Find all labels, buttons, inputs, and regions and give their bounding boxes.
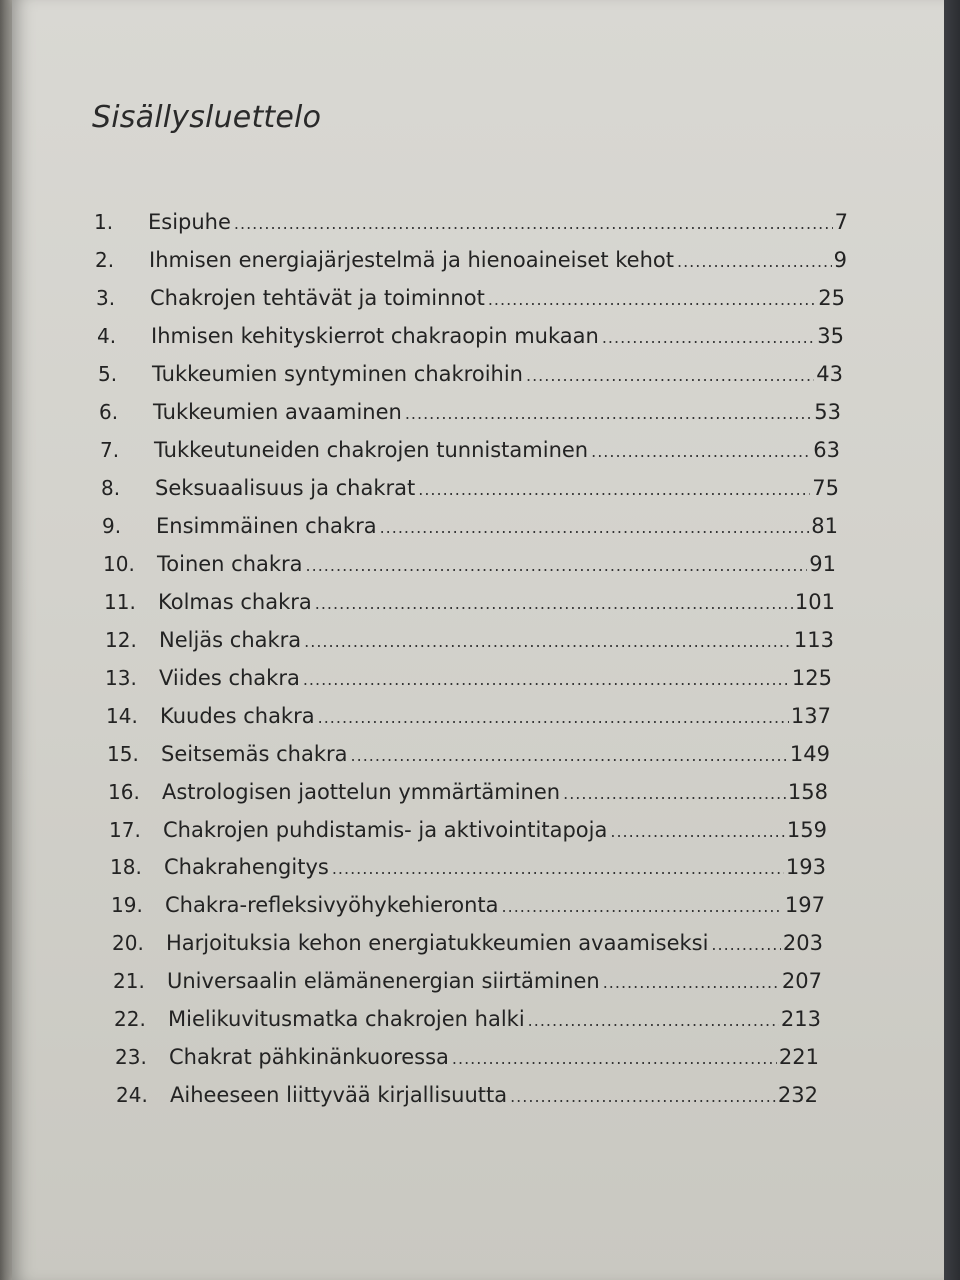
toc-entry — [105, 628, 834, 652]
toc-entry — [96, 286, 845, 310]
toc-entry-page-number: 203 — [782, 931, 823, 955]
toc-entry-number: 23. — [115, 1045, 147, 1069]
toc-entry-title: Toinen chakra — [157, 552, 303, 576]
toc-entry-number: 8. — [101, 476, 121, 500]
toc-entry-number: 16. — [108, 780, 140, 804]
toc-entry-number: 6. — [99, 400, 119, 424]
page-title: Sisällysluettelo — [92, 100, 322, 135]
toc-entry-page-number: 7 — [834, 210, 848, 234]
toc-entry-number: 17. — [109, 818, 141, 842]
dot-leader — [351, 746, 788, 765]
toc-entry — [103, 552, 836, 576]
toc-entry-title: Harjoituksia kehon energiatukkeumien avaamiseksi — [166, 931, 709, 955]
toc-entry — [108, 780, 828, 804]
toc-entry — [110, 855, 826, 879]
toc-entry — [97, 324, 844, 348]
toc-entry-page-number: 75 — [812, 476, 839, 500]
toc-entry-page-number: 113 — [793, 628, 834, 652]
dot-leader — [510, 1087, 776, 1106]
dot-leader — [304, 632, 792, 651]
dot-leader — [234, 214, 833, 233]
toc-entry-title: Esipuhe — [148, 210, 231, 234]
toc-entry-title: Mielikuvitusmatka chakrojen halki — [168, 1007, 525, 1031]
toc-entry-number: 12. — [105, 628, 137, 652]
toc-entry-title: Chakrahengitys — [164, 855, 329, 879]
toc-entry-title: Chakrat pähkinänkuoressa — [169, 1045, 449, 1069]
dot-leader — [380, 518, 810, 537]
toc-entry-page-number: 81 — [811, 514, 838, 538]
toc-entry-title: Tukkeumien syntyminen chakroihin — [152, 362, 523, 386]
toc-entry-number: 18. — [110, 855, 142, 879]
dot-leader — [318, 708, 789, 727]
toc-entry-page-number: 25 — [818, 286, 845, 310]
toc-entry-number: 14. — [106, 704, 138, 728]
toc-entry-page-number: 9 — [833, 248, 847, 272]
toc-entry — [105, 666, 832, 690]
toc-entry — [98, 362, 843, 386]
toc-entry-number: 20. — [112, 931, 144, 955]
toc-entry-page-number: 159 — [786, 818, 827, 842]
toc-entry — [101, 476, 839, 500]
toc-entry — [102, 514, 838, 538]
dot-leader — [418, 480, 810, 499]
dot-leader — [603, 973, 780, 992]
dot-leader — [528, 1011, 779, 1030]
toc-entry-page-number: 213 — [780, 1007, 821, 1031]
toc-entry — [111, 893, 825, 917]
dot-leader — [677, 252, 832, 271]
dot-leader — [452, 1049, 777, 1068]
toc-entry — [107, 742, 830, 766]
toc-entry-number: 24. — [116, 1083, 148, 1107]
toc-entry-title: Neljäs chakra — [159, 628, 302, 652]
toc-entry-page-number: 101 — [794, 590, 835, 614]
dot-leader — [610, 822, 785, 841]
toc-entry — [109, 818, 827, 842]
toc-entry-number: 10. — [103, 552, 135, 576]
toc-entry — [99, 400, 841, 424]
toc-entry — [116, 1083, 818, 1107]
toc-entry-title: Kolmas chakra — [158, 590, 312, 614]
toc-entry — [112, 931, 823, 955]
toc-entry-number: 19. — [111, 893, 143, 917]
toc-entry-page-number: 221 — [778, 1045, 819, 1069]
toc-entry-page-number: 63 — [813, 438, 840, 462]
toc-entry-title: Tukkeutuneiden chakrojen tunnistaminen — [154, 438, 589, 462]
toc-entry-page-number: 125 — [791, 666, 832, 690]
dot-leader — [591, 442, 811, 461]
dot-leader — [332, 859, 784, 878]
toc-entry-number: 3. — [96, 286, 116, 310]
dot-leader — [526, 366, 814, 385]
toc-entry-number: 21. — [113, 969, 145, 993]
dot-leader — [502, 897, 783, 916]
toc-entry-page-number: 197 — [784, 893, 825, 917]
toc-entry-page-number: 53 — [814, 400, 841, 424]
toc-entry-title: Chakra-refleksivyöhykehieronta — [165, 893, 499, 917]
toc-entry-title: Chakrojen tehtävät ja toiminnot — [150, 286, 485, 310]
toc-entry — [94, 210, 848, 234]
dot-leader — [315, 594, 793, 613]
toc-entry-number: 22. — [114, 1007, 146, 1031]
toc-entry-title: Universaalin elämänenergian siirtäminen — [167, 969, 600, 993]
toc-entry-title: Aiheeseen liittyvää kirjallisuutta — [170, 1083, 508, 1107]
toc-entry-number: 15. — [107, 742, 139, 766]
dot-leader — [563, 784, 786, 803]
toc-entry-page-number: 149 — [789, 742, 830, 766]
dot-leader — [405, 404, 812, 423]
toc-entry-title: Seksuaalisuus ja chakrat — [155, 476, 416, 500]
toc-entry-page-number: 91 — [809, 552, 836, 576]
toc-entry-page-number: 158 — [787, 780, 828, 804]
toc-entry — [113, 969, 822, 993]
toc-entry-number: 13. — [105, 666, 137, 690]
toc-entry-page-number: 35 — [817, 324, 844, 348]
toc-entry — [100, 438, 840, 462]
toc-entry-page-number: 232 — [777, 1083, 818, 1107]
toc-entry-number: 7. — [100, 438, 120, 462]
toc-entry-number: 4. — [97, 324, 117, 348]
toc-entry-title: Viides chakra — [159, 666, 300, 690]
toc-entry-title: Ensimmäinen chakra — [156, 514, 377, 538]
toc-entry-number: 1. — [94, 210, 114, 234]
toc-entry-title: Kuudes chakra — [160, 704, 315, 728]
toc-entry — [95, 248, 847, 272]
toc-entry — [115, 1045, 819, 1069]
dot-leader — [602, 328, 815, 347]
toc-entry-number: 5. — [98, 362, 118, 386]
toc-entry-title: Ihmisen energiajärjestelmä ja hienoaineiset kehot — [149, 248, 674, 272]
toc-entry-number: 2. — [95, 248, 115, 272]
toc-entry — [114, 1007, 821, 1031]
dot-leader — [306, 556, 808, 575]
toc-entry-number: 9. — [102, 514, 122, 538]
toc-entry-title: Ihmisen kehityskierrot chakraopin mukaan — [151, 324, 599, 348]
dot-leader — [711, 935, 780, 954]
toc-entry-page-number: 193 — [785, 855, 826, 879]
toc-entry-title: Seitsemäs chakra — [161, 742, 348, 766]
toc-entry-title: Tukkeumien avaaminen — [153, 400, 402, 424]
dot-leader — [488, 290, 816, 309]
toc-entry-number: 11. — [104, 590, 136, 614]
toc-entry-page-number: 207 — [781, 969, 822, 993]
dot-leader — [303, 670, 790, 689]
toc-entry-title: Astrologisen jaottelun ymmärtäminen — [162, 780, 561, 804]
toc-entry-page-number: 43 — [816, 362, 843, 386]
toc-entry-title: Chakrojen puhdistamis- ja aktivointitapoja — [163, 818, 608, 842]
toc-entry — [104, 590, 835, 614]
toc-entry-page-number: 137 — [790, 704, 831, 728]
toc-entry — [106, 704, 831, 728]
